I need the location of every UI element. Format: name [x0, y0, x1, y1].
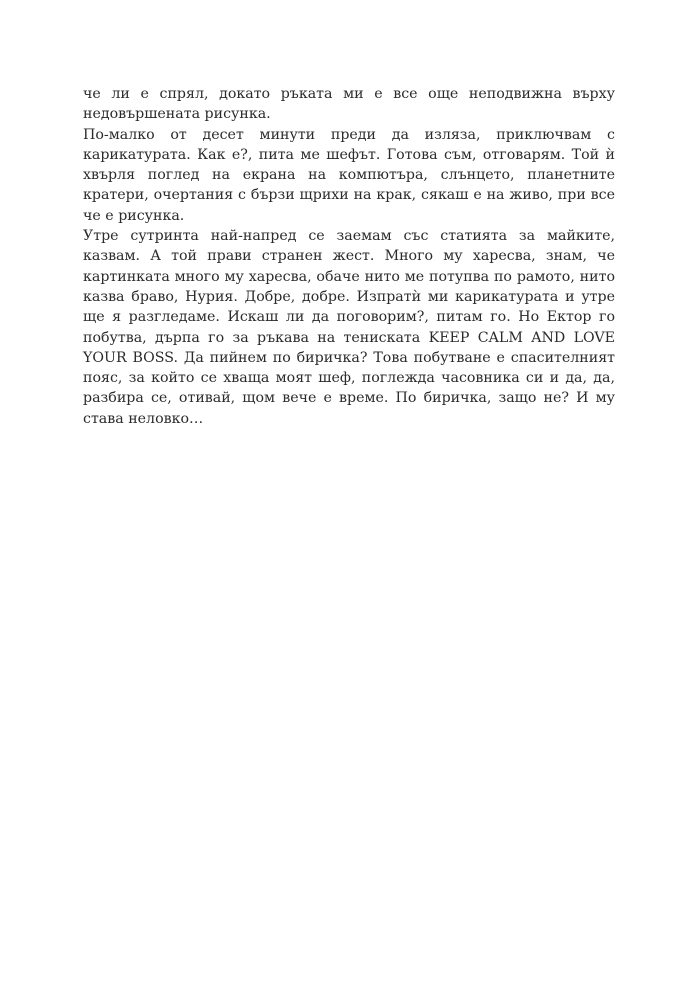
paragraph-1: че ли е спрял, докато ръката ми е все още неподвижна върху недовършената рисунка. — [83, 86, 615, 123]
paragraph-2: По-малко от десет минути преди да изляза, приключвам с карикатурата. Как е?, пита ме шефът. Готова съм, отговарям. Той ѝ хвърля поглед на екрана на компютъра, слънцето, планетните кратери, очертания с бързи щрихи на крак, сякаш е на живо, при все че е рисунка. — [83, 126, 615, 224]
paragraph-3: Утре сутринта най-напред се заемам със статията за майките, казвам. А той прави странен жест. Много му харесва, знам, че картинката много му харесва, обаче нито ме потупва по рамото, нито казва браво, Нурия. Добре, добре. Изпратѝ ми карикатурата и утре ще я разгледаме. Искаш ли да поговорим?, питам го. Но Ектор го побутва, дърпа го за ръкава на тениската KEEP CALM AND LOVE YOUR BOSS. Да пийнем по биричка? Това побутване е спасителният пояс, за който се хваща моят шеф, поглежда часовника си и да, да, разбира се, отивай, щом вече е време. По биричка, защо не? И му става неловко… — [83, 228, 615, 427]
body-text — [83, 84, 615, 429]
